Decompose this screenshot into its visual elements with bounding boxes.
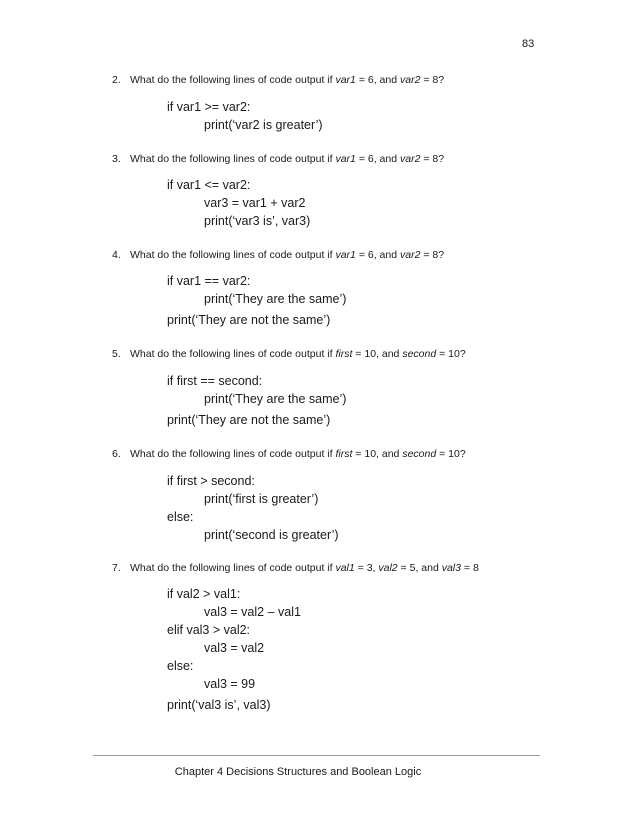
code-line: elif val3 > val2:	[167, 623, 251, 637]
question-number: 7.	[112, 562, 121, 574]
code-line: if var1 == var2:	[167, 274, 251, 288]
code-line: else:	[167, 659, 194, 673]
code-line: val3 = 99	[204, 677, 256, 691]
footer-divider	[93, 755, 540, 756]
code-line: print(‘second is greater’)	[204, 528, 339, 542]
code-line: print(‘first is greater’)	[204, 492, 319, 506]
code-line: if first > second:	[167, 474, 255, 488]
question-5-prompt: 5. What do the following lines of code output if first = 10, and second = 10?	[112, 348, 466, 360]
page-number: 83	[522, 38, 535, 50]
code-line: var3 = var1 + var2	[204, 196, 306, 210]
question-4-prompt: 4. What do the following lines of code output if var1 = 6, and var2 = 8?	[112, 249, 445, 261]
code-line: if var1 >= var2:	[167, 100, 251, 114]
question-number: 6.	[112, 448, 121, 460]
question-6-prompt: 6. What do the following lines of code output if first = 10, and second = 10?	[112, 448, 466, 460]
code-line: else:	[167, 510, 194, 524]
code-line: val3 = val2 – val1	[204, 605, 301, 619]
code-line: print(‘They are the same’)	[204, 292, 347, 306]
question-number: 4.	[112, 249, 121, 261]
code-line: if val2 > val1:	[167, 587, 241, 601]
code-line: print(‘They are the same’)	[204, 392, 347, 406]
question-number: 2.	[112, 74, 121, 86]
code-line: if first == second:	[167, 374, 263, 388]
code-line: print(‘var2 is greater’)	[204, 118, 323, 132]
question-2-prompt: 2. What do the following lines of code output if var1 = 6, and var2 = 8?	[112, 74, 445, 86]
code-line: print(‘They are not the same’)	[167, 413, 331, 427]
question-7-prompt: 7. What do the following lines of code output if val1 = 3, val2 = 5, and val3 = 8	[112, 562, 479, 574]
question-3-prompt: 3. What do the following lines of code output if var1 = 6, and var2 = 8?	[112, 153, 445, 165]
code-line: print(‘var3 is’, var3)	[204, 214, 311, 228]
code-line: print(‘val3 is’, val3)	[167, 698, 271, 712]
code-line: print(‘They are not the same’)	[167, 313, 331, 327]
code-line: val3 = val2	[204, 641, 265, 655]
footer	[0, 766, 630, 778]
question-number: 5.	[112, 348, 121, 360]
code-line: if var1 <= var2:	[167, 178, 251, 192]
question-number: 3.	[112, 153, 121, 165]
footer-chapter-title: Chapter 4 Decisions Structures and Boolean Logic	[174, 766, 422, 778]
